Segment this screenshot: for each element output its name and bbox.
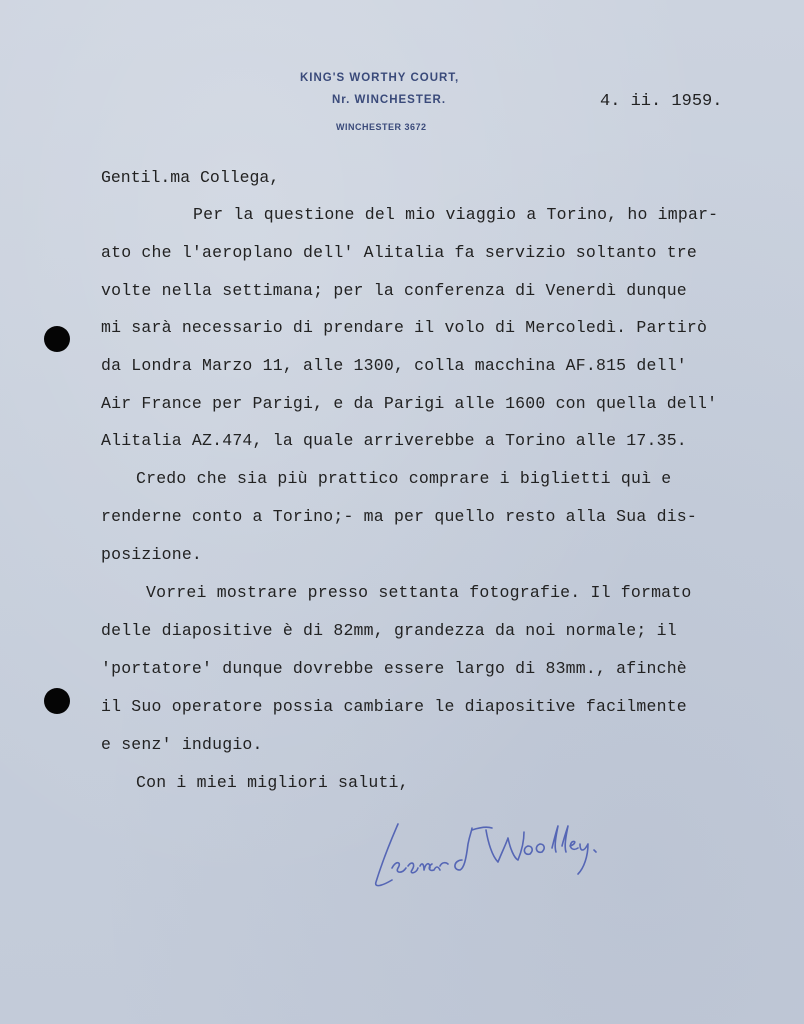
body-line: Air France per Parigi, e da Parigi alle 1600 con quella dell' <box>101 394 718 413</box>
body-line: il Suo operatore possia cambiare le diapositive facilmente <box>101 697 687 716</box>
handwritten-signature <box>368 816 628 896</box>
body-line: volte nella settimana; per la conferenza di Venerdì dunque <box>101 281 687 300</box>
body-line: da Londra Marzo 11, alle 1300, colla macchina AF.815 dell' <box>101 356 687 375</box>
body-line: posizione. <box>101 545 203 564</box>
body-line: ato che l'aeroplano dell' Alitalia fa servizio soltanto tre <box>101 243 697 262</box>
letterhead-address-line2: Nr. WINCHESTER. <box>332 94 447 106</box>
letter-date: 4. ii. 1959. <box>600 92 723 111</box>
body-line: Credo che sia più prattico comprare i biglietti quì e <box>136 469 672 488</box>
body-line: Per la questione del mio viaggio a Torino, ho impar- <box>193 205 719 224</box>
body-line: delle diapositive è di 82mm, grandezza da noi normale; il <box>101 621 677 640</box>
punch-hole-bottom <box>44 688 70 714</box>
letterhead-phone: WINCHESTER 3672 <box>336 122 427 132</box>
body-line: renderne conto a Torino;- ma per quello resto alla Sua dis- <box>101 507 697 526</box>
closing-line: Con i miei migliori saluti, <box>136 773 409 792</box>
body-line: 'portatore' dunque dovrebbe essere largo di 83mm., afinchè <box>101 659 687 678</box>
signature-drawing <box>368 816 628 896</box>
letterhead-address-line1: KING'S WORTHY COURT, <box>300 72 460 84</box>
punch-hole-top <box>44 326 70 352</box>
body-line: e senz' indugio. <box>101 735 263 754</box>
body-line: Vorrei mostrare presso settanta fotografie. Il formato <box>146 583 692 602</box>
salutation: Gentil.ma Collega, <box>101 168 280 187</box>
body-line: mi sarà necessario di prendare il volo di Mercoledì. Partirò <box>101 318 708 337</box>
body-line: Alitalia AZ.474, la quale arriverebbe a Torino alle 17.35. <box>101 431 687 450</box>
